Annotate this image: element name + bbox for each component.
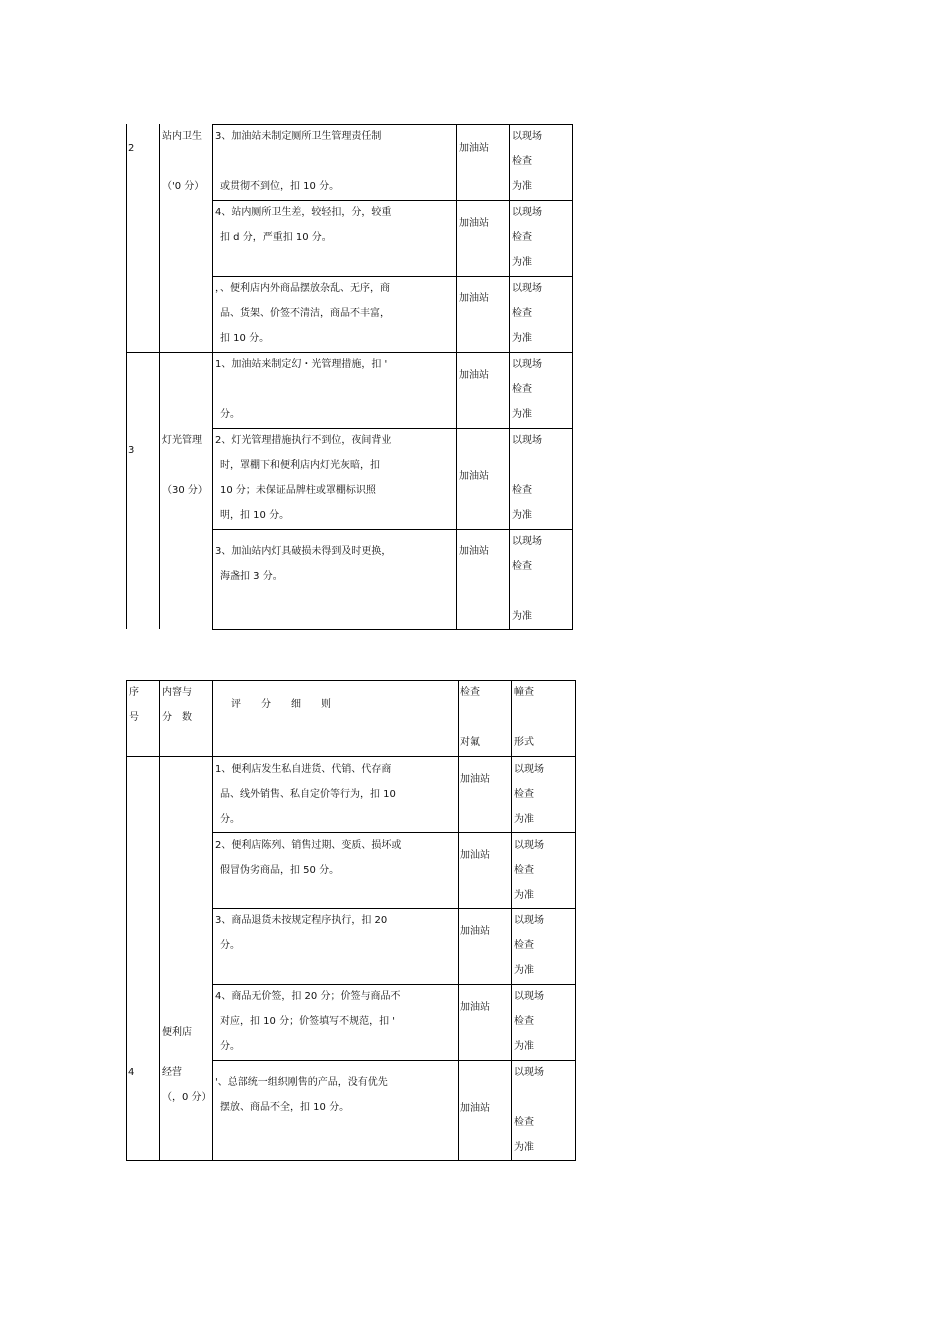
header-detail: 评 分 细 则 <box>231 699 331 710</box>
rule-line: 分。 <box>220 940 240 951</box>
check-form: 为准 <box>512 257 532 268</box>
header-form: 形式 <box>514 737 534 748</box>
rule-line: 时，罩棚下和便利店内灯光灰暗，扣 <box>220 460 380 471</box>
rule-line: 2、灯光管理措施执行不到位，夜间背业 <box>215 435 392 446</box>
check-form: 以现场 <box>512 283 542 294</box>
check-object: 加油站 <box>459 546 489 557</box>
check-form: 以现场 <box>514 915 544 926</box>
section-number: 4 <box>128 1067 135 1078</box>
check-form: 检查 <box>514 1117 534 1128</box>
rule-line: 分。 <box>220 409 240 420</box>
check-object: 加油站 <box>459 143 489 154</box>
check-form: 检查 <box>512 156 532 167</box>
rule-line: 10 分；未保证品牌柱或罩棚标识照 <box>220 485 376 496</box>
rule-line: 海盏扣 3 分。 <box>220 571 283 582</box>
check-form: 以现场 <box>512 435 542 446</box>
rule-line: 或贯彻不到位，扣 10 分。 <box>220 181 340 192</box>
rule-line: 4、商品无价签，扣 20 分；价签与商品不 <box>215 991 401 1002</box>
rule-line: ，、便利店内外商品摆放杂乱、无序，商 <box>215 283 390 294</box>
rule-line: 3、加油站未制定厕所卫生管理责任制 <box>215 131 382 142</box>
check-form: 以现场 <box>512 131 542 142</box>
rule-line: 分。 <box>220 1041 240 1052</box>
rule-line: 2、便利店陈列、销售过期、变质、损坏或 <box>215 840 402 851</box>
rule-line: 1、加油站来制定幻・光管理措施，扣 ' <box>215 359 388 370</box>
section-score: （，0 分） <box>162 1092 212 1103</box>
check-form: 以现场 <box>514 764 544 775</box>
check-form: 为准 <box>514 890 534 901</box>
header-content: 分 数 <box>162 712 192 723</box>
check-form: 检查 <box>514 865 534 876</box>
check-object: 加油站 <box>460 774 490 785</box>
section-content: 经营 <box>162 1067 182 1078</box>
rule-line: 摆放、商品不全，扣 10 分。 <box>220 1102 350 1113</box>
check-object: 加油站 <box>460 1002 490 1013</box>
rule-line: 明，扣 10 分。 <box>220 510 290 521</box>
check-form: 为准 <box>512 333 532 344</box>
check-form: 为准 <box>514 1142 534 1153</box>
rule-line: 品、货架、价签不清洁，商品不丰富， <box>220 308 390 319</box>
check-form: 为准 <box>512 611 532 622</box>
check-form: 以现场 <box>512 536 542 547</box>
rule-line: 分。 <box>220 814 240 825</box>
check-form: 以现场 <box>514 1067 544 1078</box>
section-score: （30 分） <box>162 485 208 496</box>
check-form: 为准 <box>514 965 534 976</box>
check-object: 加油站 <box>460 1103 490 1114</box>
header-object: 检查 <box>460 687 480 698</box>
check-form: 检查 <box>512 384 532 395</box>
check-form: 为准 <box>514 1041 534 1052</box>
check-object: 加油站 <box>459 370 489 381</box>
check-form: 检查 <box>512 308 532 319</box>
rule-line: 品、线外销售、私自定价等行为，扣 10 <box>220 789 396 800</box>
check-object: 加油站 <box>460 926 490 937</box>
header-num: 序 <box>129 687 139 698</box>
rule-line: 扣 d 分，严重扣 10 分。 <box>220 232 332 243</box>
check-form: 为准 <box>514 814 534 825</box>
check-form: 以现场 <box>514 840 544 851</box>
section-number: 3 <box>128 445 135 456</box>
check-form: 以现场 <box>512 207 542 218</box>
section-number: 2 <box>128 143 135 154</box>
check-form: 为准 <box>512 510 532 521</box>
section-content: 灯光管理 <box>162 435 202 446</box>
rule-line: 4、站内厕所卫生差，较轻扣，分，较重 <box>215 207 392 218</box>
section-content: 站内卫生 <box>162 131 202 142</box>
check-form: 检查 <box>512 485 532 496</box>
check-form: 为准 <box>512 409 532 420</box>
rule-line: 3、加汕站内灯具破损未得到及时更换， <box>215 546 392 557</box>
header-form: 幢查 <box>514 687 534 698</box>
check-form: 检查 <box>512 232 532 243</box>
rule-line: 1、便利店发生私自进货、代销、代存商 <box>215 764 392 775</box>
check-object: 加油站 <box>459 471 489 482</box>
header-object: 对氟 <box>460 737 480 748</box>
check-form: 检查 <box>512 561 532 572</box>
rule-line: 扣 10 分。 <box>220 333 270 344</box>
rule-line: '、总部统一组织刚售的产品，没有优先 <box>215 1077 388 1088</box>
check-form: 检查 <box>514 940 534 951</box>
check-object: 加油站 <box>459 293 489 304</box>
header-content: 内窨与 <box>162 687 192 698</box>
rule-line: 3、商品退货未按规定程序执行，扣 20 <box>215 915 388 926</box>
check-form: 检查 <box>514 789 534 800</box>
header-num: 号 <box>129 712 139 723</box>
check-form: 为准 <box>512 181 532 192</box>
rule-line: 假冒伪劣商品，扣 50 分。 <box>220 865 340 876</box>
section-content: 便利店 <box>162 1027 192 1038</box>
check-form: 以现场 <box>512 359 542 370</box>
section-score: （'0 分） <box>162 181 205 192</box>
check-object: 加油站 <box>459 218 489 229</box>
check-form: 以现场 <box>514 991 544 1002</box>
check-form: 检查 <box>514 1016 534 1027</box>
check-object: 加汕站 <box>460 850 490 861</box>
rule-line: 对应，扣 10 分；价签填写不规范，扣 ' <box>220 1016 396 1027</box>
